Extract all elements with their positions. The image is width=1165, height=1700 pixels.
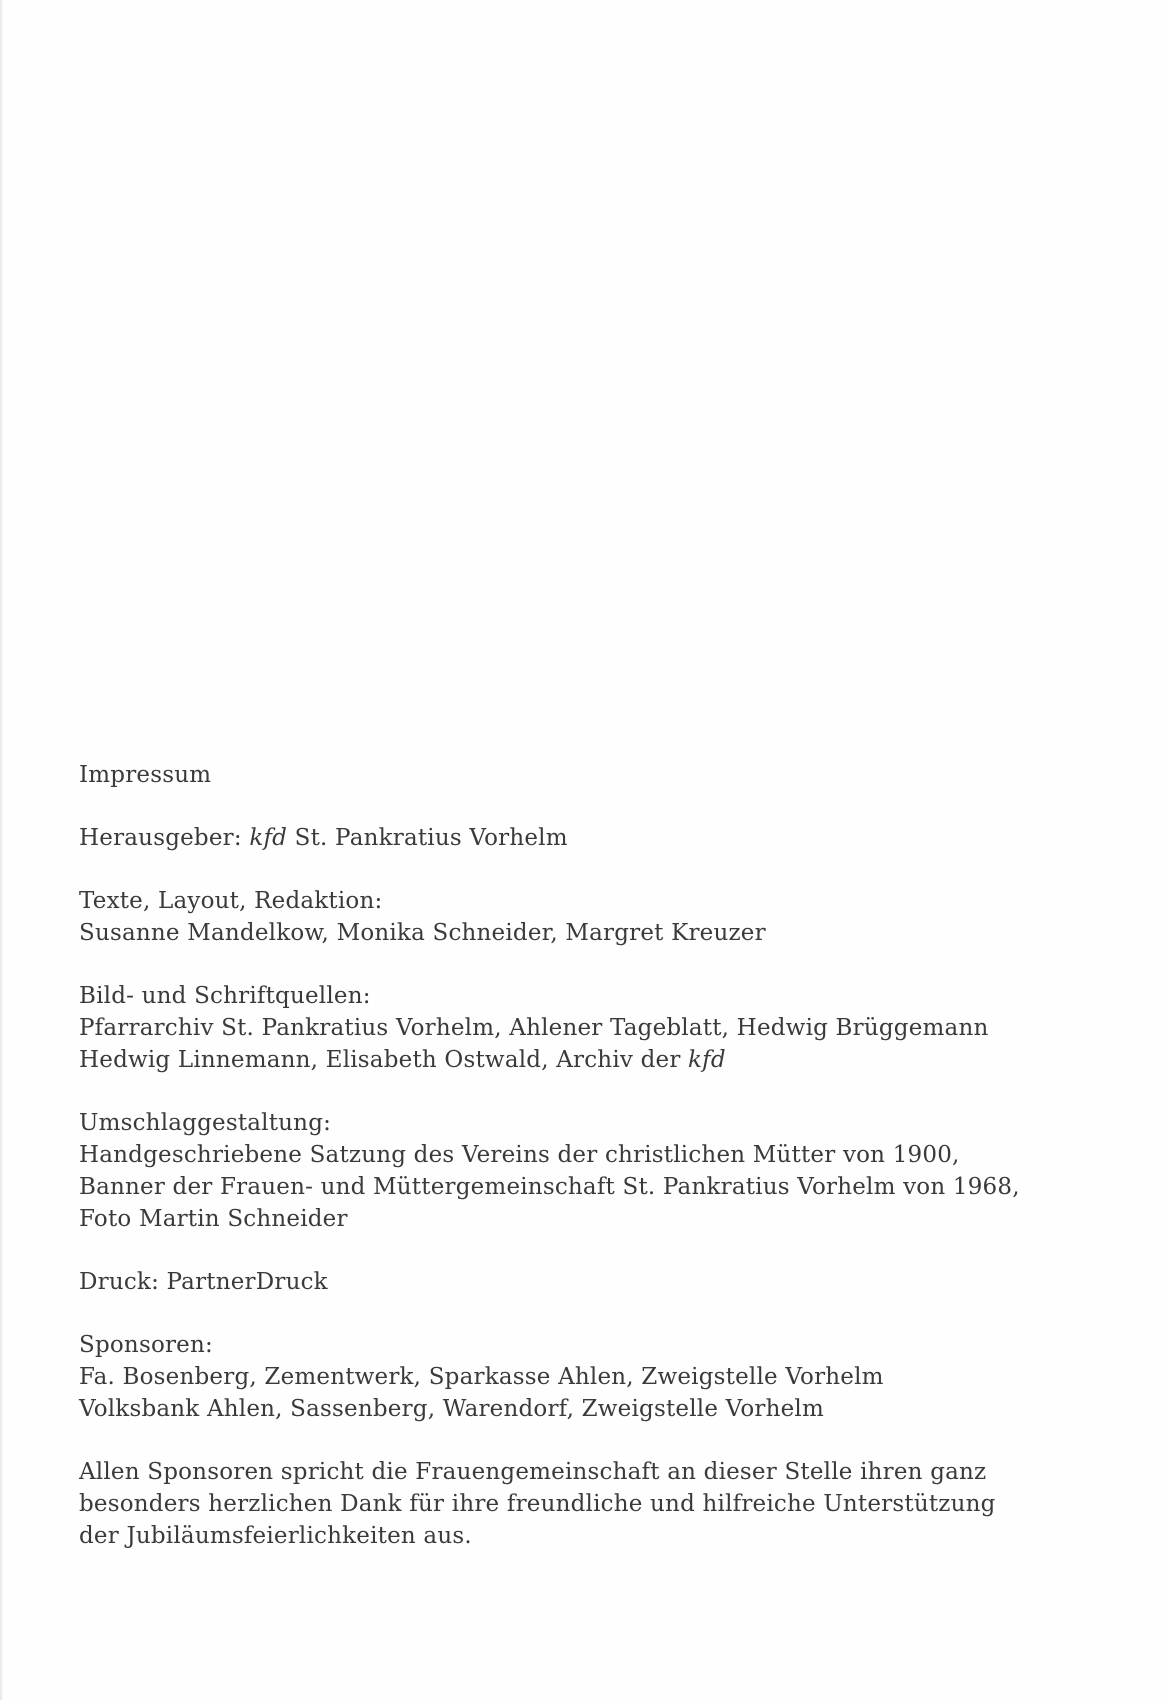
imprint-heading: Impressum [79, 762, 212, 788]
cover-block [79, 1107, 1119, 1235]
sponsors-line-2: Volksbank Ahlen, Sassenberg, Warendorf, Zweigstelle Vorhelm [79, 1396, 824, 1422]
thanks-block [79, 1456, 1119, 1552]
cover-line-1: Handgeschriebene Satzung des Vereins der christlichen Mütter von 1900, [79, 1142, 960, 1168]
thanks-line-1: Allen Sponsoren spricht die Frauengemeinschaft an dieser Stelle ihren ganz [79, 1459, 987, 1485]
publisher-label: Herausgeber: [79, 825, 242, 851]
publisher-org-abbrev: kfd [249, 825, 288, 851]
print-line: Druck: PartnerDruck [79, 1269, 328, 1295]
thanks-line-3: der Jubiläumsfeierlichkeiten aus. [79, 1523, 472, 1549]
sources-line-2 [79, 1044, 1119, 1076]
sponsors-block [79, 1329, 1119, 1425]
sponsors-label: Sponsoren: [79, 1332, 213, 1358]
publisher-org-name: St. Pankratius Vorhelm [294, 825, 568, 851]
sources-line-2-prefix: Hedwig Linnemann, Elisabeth Ostwald, Archiv der [79, 1047, 681, 1073]
sources-line-1: Pfarrarchiv St. Pankratius Vorhelm, Ahlener Tageblatt, Hedwig Brüggemann [79, 1015, 989, 1041]
sources-label: Bild- und Schriftquellen: [79, 983, 371, 1009]
thanks-line-2: besonders herzlichen Dank für ihre freundliche und hilfreiche Unterstützung [79, 1491, 996, 1517]
texts-label: Texte, Layout, Redaktion: [79, 888, 383, 914]
texts-block [79, 885, 1119, 949]
publisher-block [79, 822, 1119, 854]
cover-line-3: Foto Martin Schneider [79, 1206, 348, 1232]
cover-label: Umschlaggestaltung: [79, 1110, 332, 1136]
sources-line-2-abbrev: kfd [688, 1047, 726, 1073]
imprint-section [79, 759, 1119, 1583]
sponsors-line-1: Fa. Bosenberg, Zementwerk, Sparkasse Ahlen, Zweigstelle Vorhelm [79, 1364, 884, 1390]
publisher-line [79, 822, 1119, 854]
cover-line-2: Banner der Frauen- und Müttergemeinschaft St. Pankratius Vorhelm von 1968, [79, 1174, 1020, 1200]
sources-block [79, 980, 1119, 1076]
imprint-heading-block [79, 759, 1119, 791]
page-edge-shadow [0, 0, 3, 1700]
texts-names: Susanne Mandelkow, Monika Schneider, Margret Kreuzer [79, 920, 766, 946]
print-block [79, 1266, 1119, 1298]
